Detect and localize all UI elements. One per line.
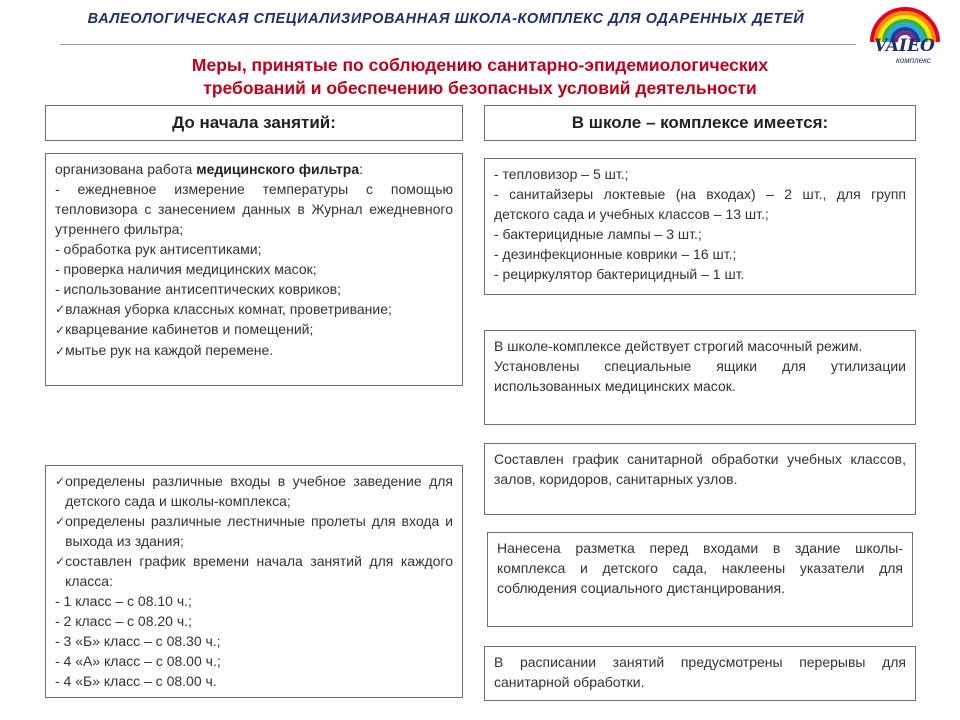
schedule-item: - 2 класс – с 08.20 ч.; (55, 613, 192, 629)
equipment-item: - бактерицидные лампы – 3 шт.; (494, 226, 702, 242)
entrances-schedule-box (45, 465, 463, 698)
school-logo (866, 2, 944, 68)
check-list-item: ✓ определены различные входы в учебное заведение для детского сада и школы-комплекса; (55, 473, 453, 509)
medical-filter-intro: организована работа медицинского фильтра: (55, 161, 363, 177)
left-column-heading: До начала занятий: (45, 105, 463, 141)
check-list-item: ✓ влажная уборка классных комнат, проветривание; (55, 301, 392, 317)
page-title-line-2: требований и обеспечению безопасных условий деятельности (203, 78, 757, 98)
schedule-item: - 4 «Б» класс – с 08.00 ч. (55, 673, 217, 689)
check-list-item: ✓ составлен график времени начала занятий для каждого класса: (55, 553, 453, 589)
logo-subtext: комплекс (896, 56, 931, 65)
logo-text: VAIEO (874, 36, 935, 56)
check-list-item: ✓кварцевание кабинетов и помещений; (55, 321, 314, 337)
breaks-text: В расписании занятий предусмотрены перерывы для санитарной обработки. (494, 654, 906, 690)
breaks-box (484, 646, 916, 701)
distancing-marking-box (487, 532, 913, 627)
list-item: - проверка наличия медицинских масок; (55, 261, 317, 277)
medical-filter-box (45, 153, 463, 386)
page-title-line-1: Меры, принятые по соблюдению санитарно-эпидемиологических (191, 55, 769, 75)
schedule-item: - 1 класс – с 08.10 ч.; (55, 593, 192, 609)
equipment-item: - санитайзеры локтевые (на входах) – 2 шт., для групп детского сада и учебных классов – 13 шт.; (494, 186, 906, 222)
schedule-item: - 3 «Б» класс – с 08.30 ч.; (55, 633, 221, 649)
list-item: - использование антисептических ковриков; (55, 281, 342, 297)
mask-regime-text: В школе-комплексе действует строгий масочный режим. (494, 338, 863, 354)
check-mark-icon: ✓ (55, 323, 66, 337)
medical-filter-bold: медицинского фильтра (196, 161, 360, 177)
check-mark-icon: ✓ (55, 302, 66, 316)
schedule-item: - 4 «А» класс – с 08.00 ч.; (55, 653, 221, 669)
check-mark-icon: ✓ (55, 344, 66, 358)
check-mark-icon: ✓ (55, 514, 66, 528)
check-mark-icon: ✓ (55, 474, 66, 488)
right-column-heading: В школе – комплексе имеется: (484, 105, 916, 141)
list-item: - обработка рук антисептиками; (55, 241, 262, 257)
header-divider (60, 44, 856, 45)
sanitary-schedule-box (484, 443, 916, 515)
school-name: ВАЛЕОЛОГИЧЕСКАЯ СПЕЦИАЛИЗИРОВАННАЯ ШКОЛА-КОМПЛЕКС ДЛЯ ОДАРЕННЫХ ДЕТЕЙ (87, 11, 805, 27)
check-mark-icon: ✓ (55, 554, 66, 568)
sanitary-schedule-text: Составлен график санитарной обработки учебных классов, залов, коридоров, санитарных узлов. (494, 451, 906, 487)
mask-disposal-text: Установлены специальные ящики для утилизации использованных медицинских масок. (494, 358, 906, 394)
list-item: - ежедневное измерение температуры с помощью тепловизора с занесением данных в Журнал ежедневного утреннего фильтра; (55, 181, 453, 237)
equipment-box (484, 158, 916, 295)
equipment-item: - дезинфекционные коврики – 16 шт.; (494, 246, 737, 262)
equipment-item: - тепловизор – 5 шт.; (494, 166, 629, 182)
check-list-item: ✓ определены различные лестничные пролеты для входа и выхода из здания; (55, 513, 453, 549)
equipment-item: - рециркулятор бактерицидный – 1 шт. (494, 266, 745, 282)
mask-regime-box (484, 330, 916, 425)
distancing-marking-text: Нанесена разметка перед входами в здание школы-комплекса и детского сада, наклеены указатели для соблюдения социального дистанцирования. (497, 540, 903, 596)
check-list-item: ✓мытье рук на каждой перемене. (55, 342, 274, 358)
page-title (90, 54, 870, 100)
